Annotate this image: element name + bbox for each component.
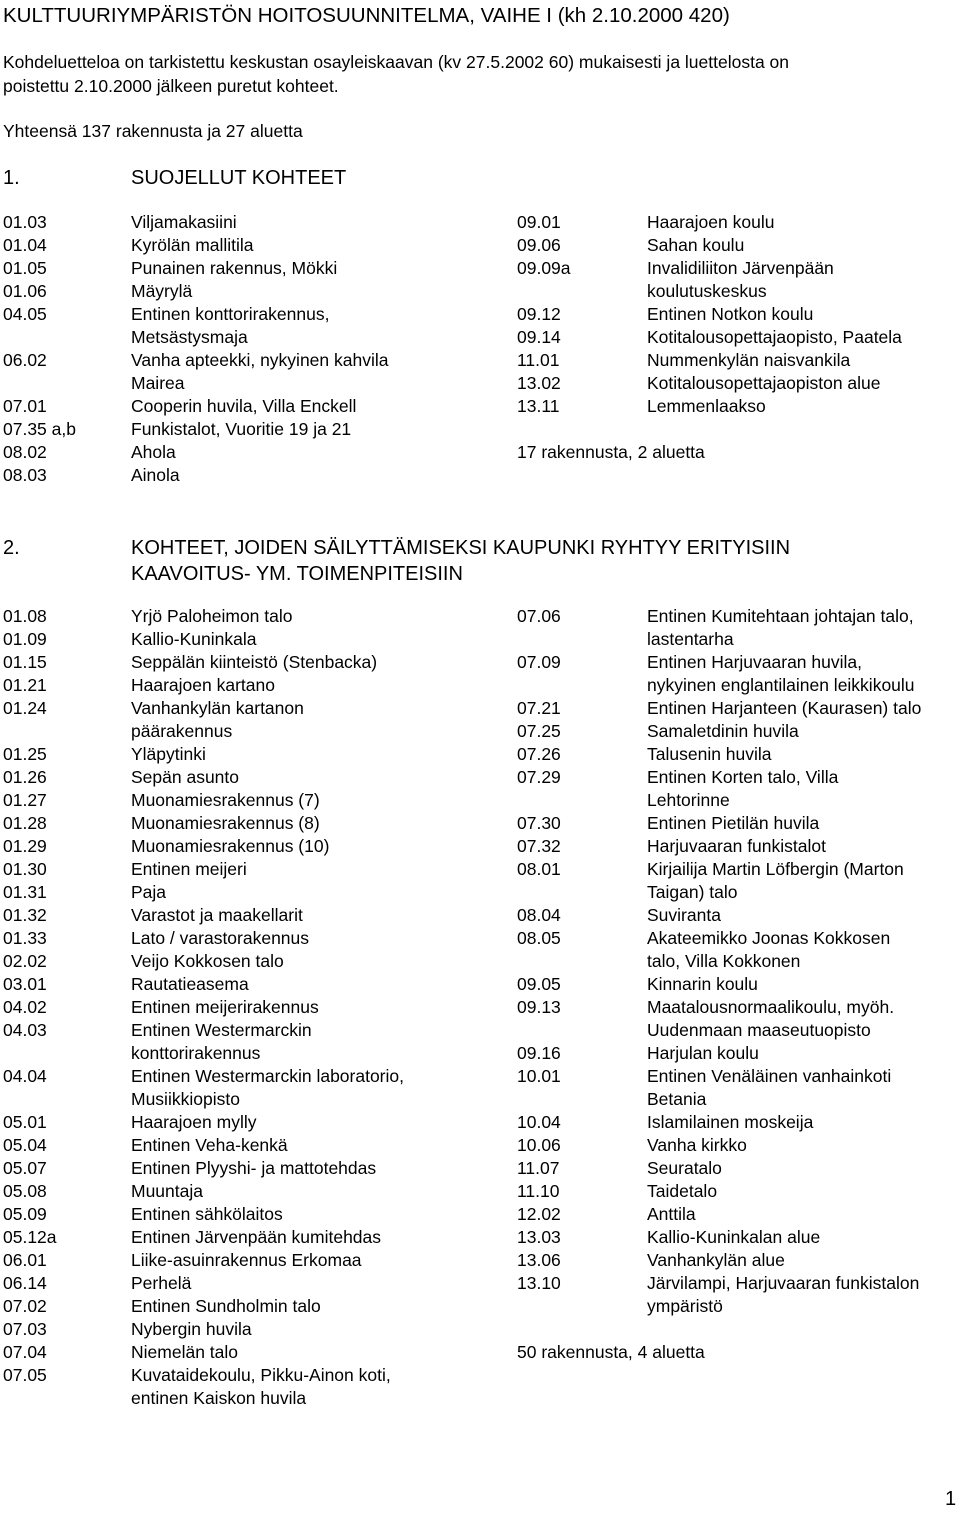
item-code: 05.08 xyxy=(3,1181,47,1201)
item-code: 01.30 xyxy=(3,859,47,879)
total-summary: Yhteensä 137 rakennusta ja 27 aluetta xyxy=(3,121,303,141)
item-code: 05.09 xyxy=(3,1204,47,1224)
section2-title-line-2: KAAVOITUS- YM. TOIMENPITEISIIN xyxy=(131,563,463,585)
item-code: 03.01 xyxy=(3,974,47,994)
item-name: Muonamiesrakennus (7) xyxy=(131,790,320,810)
item-code: 01.27 xyxy=(3,790,47,810)
item-name: Cooperin huvila, Villa Enckell xyxy=(131,396,357,416)
item-name: Invalidiliiton Järvenpään xyxy=(647,258,834,278)
item-name: Entinen Veha-kenkä xyxy=(131,1135,288,1155)
item-name: Haarajoen kartano xyxy=(131,675,275,695)
item-code: 09.12 xyxy=(517,304,561,324)
item-name: ympäristö xyxy=(647,1296,723,1316)
item-code: 01.32 xyxy=(3,905,47,925)
item-name: Mäyrylä xyxy=(131,281,193,301)
item-name: Liike-asuinrakennus Erkomaa xyxy=(131,1250,362,1270)
item-code: 01.28 xyxy=(3,813,47,833)
item-name: talo, Villa Kokkonen xyxy=(647,951,801,971)
item-code: 01.25 xyxy=(3,744,47,764)
item-name: Entinen Pietilän huvila xyxy=(647,813,820,833)
item-name: Entinen konttorirakennus, xyxy=(131,304,330,324)
item-name: koulutuskeskus xyxy=(647,281,767,301)
item-name: Entinen Harjanteen (Kaurasen) talo xyxy=(647,698,922,718)
item-code: 04.05 xyxy=(3,304,47,324)
item-code: 09.01 xyxy=(517,212,561,232)
item-code: 01.31 xyxy=(3,882,47,902)
item-code: 07.25 xyxy=(517,721,561,741)
item-name: Kirjailija Martin Löfbergin (Marton xyxy=(647,859,904,879)
item-name: Anttila xyxy=(647,1204,696,1224)
item-name: Haarajoen koulu xyxy=(647,212,775,232)
item-name: Nybergin huvila xyxy=(131,1319,252,1339)
item-name: Metsästysmaja xyxy=(131,327,248,347)
item-code: 05.12a xyxy=(3,1227,57,1247)
item-name: Entinen Korten talo, Villa xyxy=(647,767,839,787)
item-name: Vanha apteekki, nykyinen kahvila xyxy=(131,350,389,370)
item-name: entinen Kaiskon huvila xyxy=(131,1388,307,1408)
item-name: Entinen Kumitehtaan johtajan talo, xyxy=(647,606,914,626)
item-name: Järvilampi, Harjuvaaran funkistalon xyxy=(647,1273,920,1293)
item-code: 09.09a xyxy=(517,258,571,278)
item-name: Lato / varastorakennus xyxy=(131,928,310,948)
item-name: Vanhankylän kartanon xyxy=(131,698,304,718)
item-name: Betania xyxy=(647,1089,707,1109)
description-line-2: poistettu 2.10.2000 jälkeen puretut kohteet. xyxy=(3,76,339,96)
item-code: 13.03 xyxy=(517,1227,561,1247)
item-name: Kallio-Kuninkala xyxy=(131,629,257,649)
item-name: Viljamakasiini xyxy=(131,212,237,232)
item-name: Kinnarin koulu xyxy=(647,974,758,994)
item-name: Kotitalousopettajaopisto, Paatela xyxy=(647,327,902,347)
item-code: 12.02 xyxy=(517,1204,561,1224)
item-name: Paja xyxy=(131,882,167,902)
section1-number: 1. xyxy=(3,167,20,189)
item-code: 09.14 xyxy=(517,327,561,347)
item-name: Vanhankylän alue xyxy=(647,1250,785,1270)
item-code: 01.03 xyxy=(3,212,47,232)
item-name: Vanha kirkko xyxy=(647,1135,747,1155)
item-name: Entinen Järvenpään kumitehdas xyxy=(131,1227,382,1247)
item-name: Yrjö Paloheimon talo xyxy=(131,606,293,626)
item-code: 07.01 xyxy=(3,396,47,416)
section1-title: SUOJELLUT KOHTEET xyxy=(131,167,347,189)
item-name: Akateemikko Joonas Kokkosen xyxy=(647,928,891,948)
item-name: Muonamiesrakennus (8) xyxy=(131,813,320,833)
item-name: Nummenkylän naisvankila xyxy=(647,350,851,370)
item-code: 07.05 xyxy=(3,1365,47,1385)
item-code: 13.10 xyxy=(517,1273,561,1293)
item-name: Niemelän talo xyxy=(131,1342,238,1362)
item-code: 01.24 xyxy=(3,698,47,718)
item-code: 07.06 xyxy=(517,606,561,626)
item-name: Entinen Harjuvaaran huvila, xyxy=(647,652,862,672)
item-name: Entinen meijeri xyxy=(131,859,247,879)
item-code: 07.30 xyxy=(517,813,561,833)
item-code: 05.04 xyxy=(3,1135,47,1155)
item-code: 07.35 a,b xyxy=(3,419,76,439)
item-code: 07.03 xyxy=(3,1319,47,1339)
item-name: Sepän asunto xyxy=(131,767,240,787)
item-name: Lemmenlaakso xyxy=(647,396,766,416)
item-code: 01.05 xyxy=(3,258,47,278)
item-code: 07.09 xyxy=(517,652,561,672)
item-name: Sahan koulu xyxy=(647,235,745,255)
item-name: Entinen Westermarckin laboratorio, xyxy=(131,1066,404,1086)
item-code: 08.02 xyxy=(3,442,47,462)
item-name: konttorirakennus xyxy=(131,1043,261,1063)
section2-title-line-1: KOHTEET, JOIDEN SÄILYTTÄMISEKSI KAUPUNKI RYHTYY ERITYISIIN xyxy=(131,537,791,559)
item-code: 08.05 xyxy=(517,928,561,948)
item-name: Ainola xyxy=(131,465,180,485)
item-code: 11.10 xyxy=(517,1181,560,1201)
item-name: nykyinen englantilainen leikkikoulu xyxy=(647,675,915,695)
item-code: 09.05 xyxy=(517,974,561,994)
item-name: Veijo Kokkosen talo xyxy=(131,951,284,971)
item-code: 10.01 xyxy=(517,1066,561,1086)
item-code: 01.21 xyxy=(3,675,47,695)
item-code: 50 rakennusta, 4 aluetta xyxy=(517,1342,705,1362)
section2-number: 2. xyxy=(3,537,20,559)
item-code: 04.02 xyxy=(3,997,47,1017)
item-code: 13.11 xyxy=(517,396,560,416)
item-code: 07.21 xyxy=(517,698,561,718)
item-name: Muuntaja xyxy=(131,1181,203,1201)
item-name: Punainen rakennus, Mökki xyxy=(131,258,338,278)
item-code: 09.16 xyxy=(517,1043,561,1063)
item-name: Kuvataidekoulu, Pikku-Ainon koti, xyxy=(131,1365,391,1385)
item-code: 01.26 xyxy=(3,767,47,787)
item-name: Entinen Notkon koulu xyxy=(647,304,814,324)
item-code: 09.06 xyxy=(517,235,561,255)
item-name: Varastot ja maakellarit xyxy=(131,905,303,925)
item-code: 01.04 xyxy=(3,235,47,255)
item-code: 07.04 xyxy=(3,1342,47,1362)
item-name: Talusenin huvila xyxy=(647,744,772,764)
item-name: Funkistalot, Vuoritie 19 ja 21 xyxy=(131,419,352,439)
item-name: Suviranta xyxy=(647,905,721,925)
item-code: 06.01 xyxy=(3,1250,47,1270)
item-name: Entinen sähkölaitos xyxy=(131,1204,283,1224)
item-name: Taigan) talo xyxy=(647,882,738,902)
item-code: 01.33 xyxy=(3,928,47,948)
item-code: 04.03 xyxy=(3,1020,47,1040)
item-name: päärakennus xyxy=(131,721,233,741)
item-name: Kallio-Kuninkalan alue xyxy=(647,1227,821,1247)
item-code: 17 rakennusta, 2 aluetta xyxy=(517,442,705,462)
item-code: 08.03 xyxy=(3,465,47,485)
item-name: Uudenmaan maaseutuopisto xyxy=(647,1020,871,1040)
item-code: 07.02 xyxy=(3,1296,47,1316)
item-name: Harjuvaaran funkistalot xyxy=(647,836,826,856)
item-name: Entinen meijerirakennus xyxy=(131,997,319,1017)
item-code: 08.01 xyxy=(517,859,561,879)
item-name: Kotitalousopettajaopiston alue xyxy=(647,373,881,393)
item-name: Harjulan koulu xyxy=(647,1043,759,1063)
item-code: 11.01 xyxy=(517,350,560,370)
item-name: Kyrölän mallitila xyxy=(131,235,254,255)
item-name: Ahola xyxy=(131,442,176,462)
item-code: 10.06 xyxy=(517,1135,561,1155)
item-name: Entinen Sundholmin talo xyxy=(131,1296,321,1316)
item-name: Perhelä xyxy=(131,1273,192,1293)
item-name: Taidetalo xyxy=(647,1181,718,1201)
item-code: 01.08 xyxy=(3,606,47,626)
item-code: 13.02 xyxy=(517,373,561,393)
item-code: 09.13 xyxy=(517,997,561,1017)
description-line-1: Kohdeluetteloa on tarkistettu keskustan osayleiskaavan (kv 27.5.2002 60) mukaisesti ja luettelosta on xyxy=(3,52,790,72)
item-name: Muonamiesrakennus (10) xyxy=(131,836,330,856)
item-code: 04.04 xyxy=(3,1066,47,1086)
item-code: 01.15 xyxy=(3,652,47,672)
item-code: 05.07 xyxy=(3,1158,47,1178)
item-code: 01.09 xyxy=(3,629,47,649)
item-code: 10.04 xyxy=(517,1112,561,1132)
item-name: Entinen Venäläinen vanhainkoti xyxy=(647,1066,892,1086)
item-code: 02.02 xyxy=(3,951,47,971)
item-name: Rautatieasema xyxy=(131,974,249,994)
item-code: 06.14 xyxy=(3,1273,47,1293)
item-code: 11.07 xyxy=(517,1158,560,1178)
item-name: lastentarha xyxy=(647,629,734,649)
item-name: Yläpytinki xyxy=(131,744,206,764)
item-code: 01.29 xyxy=(3,836,47,856)
item-name: Seppälän kiinteistö (Stenbacka) xyxy=(131,652,378,672)
document-title: KULTTUURIYMPÄRISTÖN HOITOSUUNNITELMA, VAIHE I (kh 2.10.2000 420) xyxy=(3,4,730,27)
item-name: Samaletdinin huvila xyxy=(647,721,799,741)
item-name: Entinen Westermarckin xyxy=(131,1020,312,1040)
item-name: Maatalousnormaalikoulu, myöh. xyxy=(647,997,895,1017)
item-code: 01.06 xyxy=(3,281,47,301)
item-code: 07.32 xyxy=(517,836,561,856)
item-code: 08.04 xyxy=(517,905,561,925)
item-code: 07.29 xyxy=(517,767,561,787)
item-name: Islamilainen moskeija xyxy=(647,1112,814,1132)
item-name: Seuratalo xyxy=(647,1158,722,1178)
item-code: 13.06 xyxy=(517,1250,561,1270)
page-number: 1 xyxy=(945,1488,957,1510)
item-code: 06.02 xyxy=(3,350,47,370)
item-name: Lehtorinne xyxy=(647,790,730,810)
item-name: Haarajoen mylly xyxy=(131,1112,257,1132)
item-name: Entinen Plyyshi- ja mattotehdas xyxy=(131,1158,377,1178)
item-name: Mairea xyxy=(131,373,185,393)
item-code: 05.01 xyxy=(3,1112,47,1132)
item-code: 07.26 xyxy=(517,744,561,764)
item-name: Musiikkiopisto xyxy=(131,1089,240,1109)
